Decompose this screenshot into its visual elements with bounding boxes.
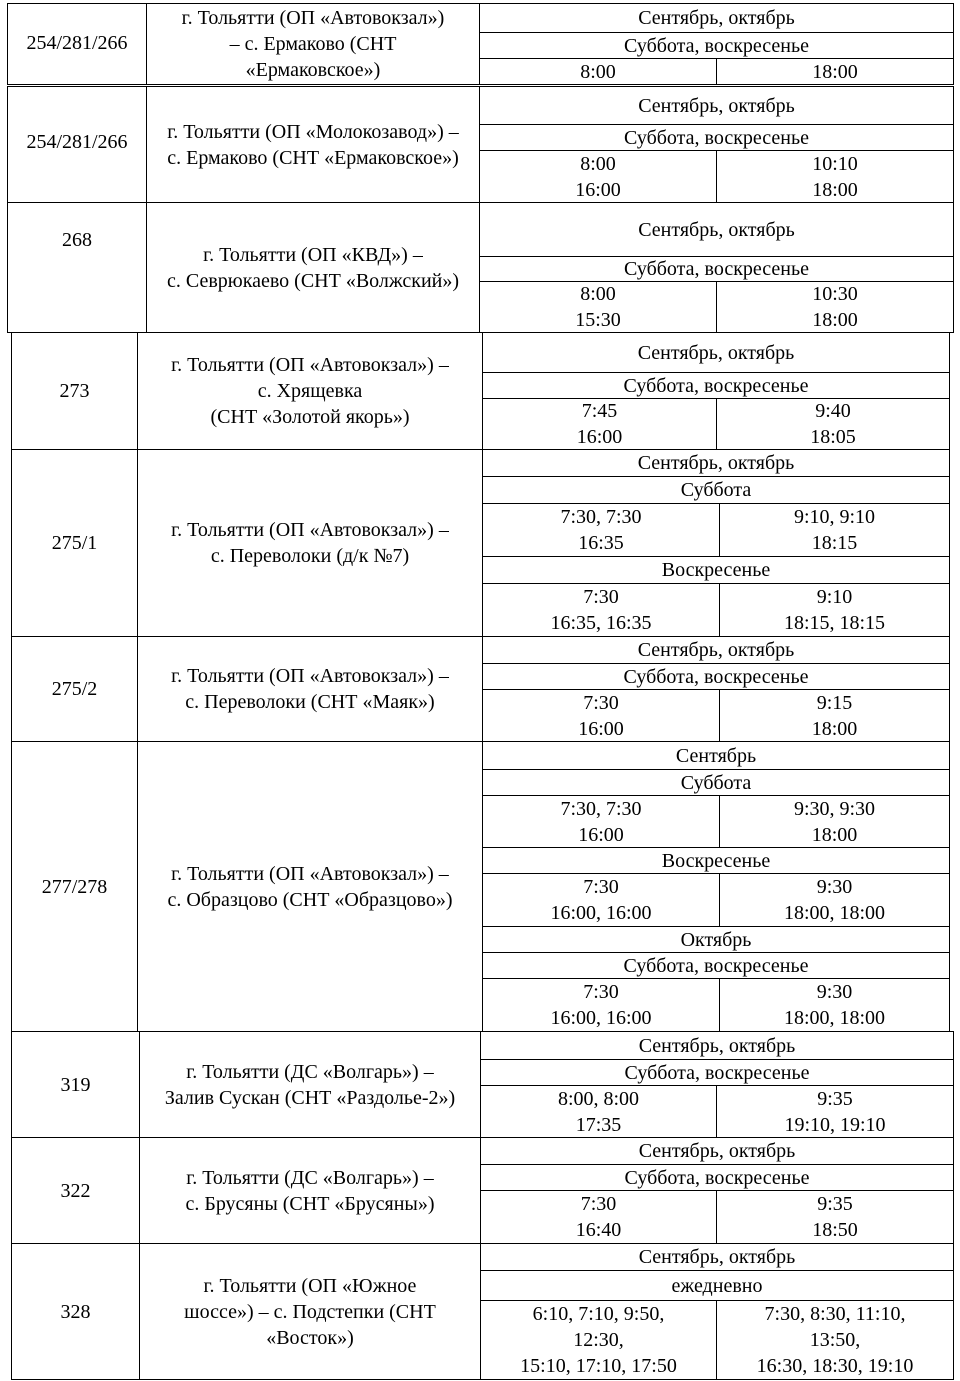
cell-text: Сентябрь, октябрь: [638, 1034, 796, 1057]
departure-times-left: [482, 978, 720, 1032]
route-direction-cell: [137, 449, 483, 637]
departure-times-right: [716, 1190, 954, 1244]
departure-times-right: [719, 978, 950, 1032]
route-direction: г. Тольятти (ДС «Волгарь») – Залив Сускан (СНТ «Раздолье-2»): [164, 1060, 456, 1109]
route-number: 319: [60, 1073, 91, 1096]
departure-times-right: [719, 689, 950, 742]
departure-times-right: [716, 281, 954, 333]
route-direction-cell: [146, 86, 480, 203]
schedule-header-row: [482, 449, 950, 477]
departure-times-left: [479, 58, 717, 85]
cell-text: Суббота, воскресенье: [624, 126, 809, 149]
cell-text: Суббота, воскресенье: [624, 1061, 810, 1084]
route-direction-cell: [137, 741, 483, 1032]
route-direction-cell: [146, 202, 480, 333]
route-direction-cell: [146, 3, 480, 85]
departure-times-left: [480, 1300, 717, 1380]
cell-text: 9:10, 9:10 18:15: [793, 506, 876, 554]
route-number-cell: [11, 449, 138, 637]
departure-times-left: [482, 689, 720, 742]
schedule-header-row: [479, 256, 954, 282]
route-number-cell: [11, 1243, 140, 1380]
schedule-header-row: [480, 1164, 954, 1191]
cell-text: 10:10 18:00: [812, 152, 858, 201]
cell-text: 9:40 18:05: [810, 400, 856, 448]
cell-text: Суббота, воскресенье: [624, 34, 809, 57]
departure-times-right: [716, 398, 950, 450]
cell-text: Сентябрь, октябрь: [638, 1246, 796, 1268]
cell-text: 7:30 16:00, 16:00: [550, 876, 652, 924]
route-number-cell: [11, 1137, 140, 1244]
route-number-cell: [11, 741, 138, 1032]
route-number-cell: [11, 636, 138, 742]
cell-text: Суббота, воскресенье: [623, 374, 809, 397]
cell-text: 9:30, 9:30 18:00: [793, 797, 876, 846]
schedule-header-row: [480, 1243, 954, 1271]
schedule-header-row: [482, 952, 950, 979]
schedule-header-row: [482, 926, 950, 953]
cell-text: 9:10 18:15, 18:15: [783, 586, 886, 634]
route-number: 268: [62, 229, 92, 251]
cell-text: Суббота, воскресенье: [624, 1166, 810, 1189]
cell-text: 7:30, 7:30 16:00: [560, 797, 642, 846]
route-direction: г. Тольятти (ДС «Волгарь») – с. Брусяны (СНТ «Брусяны»): [185, 1166, 435, 1215]
departure-times-left: [482, 503, 720, 557]
cell-text: 9:15 18:00: [811, 691, 858, 740]
schedule-header-row: [482, 663, 950, 690]
departure-times-left: [479, 281, 717, 333]
departure-times-right: [719, 503, 950, 557]
route-number-cell: [11, 332, 138, 450]
cell-text: 9:35 18:50: [812, 1193, 858, 1241]
cell-text: Суббота: [680, 771, 752, 794]
schedule-header-row: [482, 636, 950, 664]
cell-text: 8:00, 8:00 17:35: [557, 1087, 640, 1136]
route-direction: г. Тольятти (ОП «Автовокзал») – с. Хрящевка (СНТ «Золотой якорь»): [171, 354, 449, 428]
cell-text: 10:30 18:00: [812, 283, 858, 331]
departure-times-left: [482, 873, 720, 927]
cell-text: Сентябрь, октябрь: [638, 1140, 796, 1162]
route-number-cell: [7, 3, 147, 85]
cell-text: 8:00 16:00: [575, 152, 621, 201]
departure-times-right: [716, 1085, 954, 1138]
cell-text: 7:45 16:00: [576, 400, 623, 448]
schedule-header-row: [479, 32, 954, 59]
schedule-header-row: [480, 1137, 954, 1165]
cell-text: 8:00: [580, 60, 616, 83]
route-direction: г. Тольятти (ОП «Автовокзал») – с. Переволоки (СНТ «Маяк»): [171, 665, 449, 713]
route-number: 275/2: [51, 678, 98, 700]
departure-times-right: [716, 150, 954, 203]
route-number: 328: [60, 1300, 91, 1323]
departure-times-left: [480, 1190, 717, 1244]
route-direction: г. Тольятти (ОП «Автовокзал») – с. Переволоки (д/к №7): [171, 519, 449, 567]
departure-times-left: [482, 795, 720, 848]
route-direction: г. Тольятти (ОП «Автовокзал») – с. Ермаково (СНТ «Ермаковское»): [181, 7, 445, 81]
route-direction: г. Тольятти (ОП «Молокозавод») – с. Ермаково (СНТ «Ермаковское»): [167, 120, 459, 169]
schedule-header-row: [482, 556, 950, 584]
schedule-header-row: [482, 332, 950, 373]
departure-times-right: [716, 58, 954, 85]
route-number: 273: [59, 380, 90, 402]
departure-times-right: [719, 795, 950, 848]
cell-text: 7:30, 7:30 16:35: [560, 506, 642, 554]
cell-text: 9:30 18:00, 18:00: [783, 876, 886, 924]
cell-text: 18:00: [812, 60, 858, 83]
route-number-cell: [7, 202, 147, 333]
cell-text: Суббота, воскресенье: [623, 954, 809, 977]
route-number: 254/281/266: [26, 32, 128, 54]
cell-text: 7:30 16:00, 16:00: [550, 981, 652, 1029]
schedule-header-row: [482, 847, 950, 874]
cell-text: Воскресенье: [661, 559, 771, 581]
route-direction-cell: [139, 1031, 481, 1138]
cell-text: Сентябрь, октябрь: [638, 94, 795, 117]
schedule-header-row: [482, 476, 950, 504]
cell-text: Сентябрь, октябрь: [637, 341, 795, 364]
route-direction: г. Тольятти (ОП «Южное шоссе») – с. Подстепки (СНТ «Восток»): [184, 1274, 436, 1349]
schedule-header-row: [480, 1059, 954, 1086]
cell-text: Суббота, воскресенье: [624, 258, 809, 280]
route-direction-cell: [137, 636, 483, 742]
route-number: 322: [60, 1179, 91, 1202]
route-number-cell: [7, 86, 147, 203]
route-number: 275/1: [51, 532, 98, 554]
schedule-header-row: [479, 202, 954, 257]
departure-times-left: [479, 150, 717, 203]
schedule-header-row: [479, 3, 954, 33]
departure-times-left: [482, 583, 720, 637]
cell-text: Сентябрь: [675, 744, 757, 767]
schedule-header-row: [482, 741, 950, 770]
route-direction: г. Тольятти (ОП «Автовокзал») – с. Образцово (СНТ «Образцово»): [167, 862, 453, 911]
cell-text: 7:30, 8:30, 11:10, 13:50, 16:30, 18:30, 19:10: [756, 1303, 914, 1377]
route-number: 254/281/266: [26, 131, 128, 153]
cell-text: 7:30 16:40: [575, 1193, 622, 1241]
schedule-header-row: [482, 372, 950, 399]
cell-text: Сентябрь, октябрь: [638, 7, 795, 29]
departure-times-right: [719, 873, 950, 927]
cell-text: ежедневно: [671, 1274, 763, 1297]
cell-text: Суббота: [680, 479, 752, 501]
cell-text: 7:30 16:35, 16:35: [550, 586, 652, 634]
departure-times-right: [719, 583, 950, 637]
cell-text: 7:30 16:00: [578, 691, 624, 740]
cell-text: 9:35 19:10, 19:10: [784, 1087, 886, 1136]
cell-text: 9:30 18:00, 18:00: [783, 981, 886, 1029]
cell-text: Сентябрь, октябрь: [637, 452, 795, 474]
cell-text: Октябрь: [680, 928, 752, 951]
route-number: 277/278: [41, 875, 108, 898]
departure-times-left: [482, 398, 717, 450]
route-number-cell: [11, 1031, 140, 1138]
schedule-header-row: [480, 1031, 954, 1060]
route-direction: г. Тольятти (ОП «КВД») – с. Севрюкаево (СНТ «Волжский»): [166, 243, 460, 292]
cell-text: Сентябрь, октябрь: [637, 639, 795, 661]
schedule-header-row: [479, 86, 954, 125]
schedule-header-row: [482, 769, 950, 796]
route-direction-cell: [137, 332, 483, 450]
schedule-header-row: [479, 124, 954, 151]
cell-text: Воскресенье: [661, 849, 771, 872]
cell-text: 6:10, 7:10, 9:50, 12:30, 15:10, 17:10, 17:50: [520, 1303, 677, 1377]
route-direction-cell: [139, 1137, 481, 1244]
cell-text: 8:00 15:30: [575, 283, 621, 331]
route-direction-cell: [139, 1243, 481, 1380]
cell-text: Суббота, воскресенье: [623, 665, 809, 688]
departure-times-right: [716, 1300, 954, 1380]
schedule-header-row: [480, 1270, 954, 1301]
departure-times-left: [480, 1085, 717, 1138]
cell-text: Сентябрь, октябрь: [638, 218, 795, 241]
